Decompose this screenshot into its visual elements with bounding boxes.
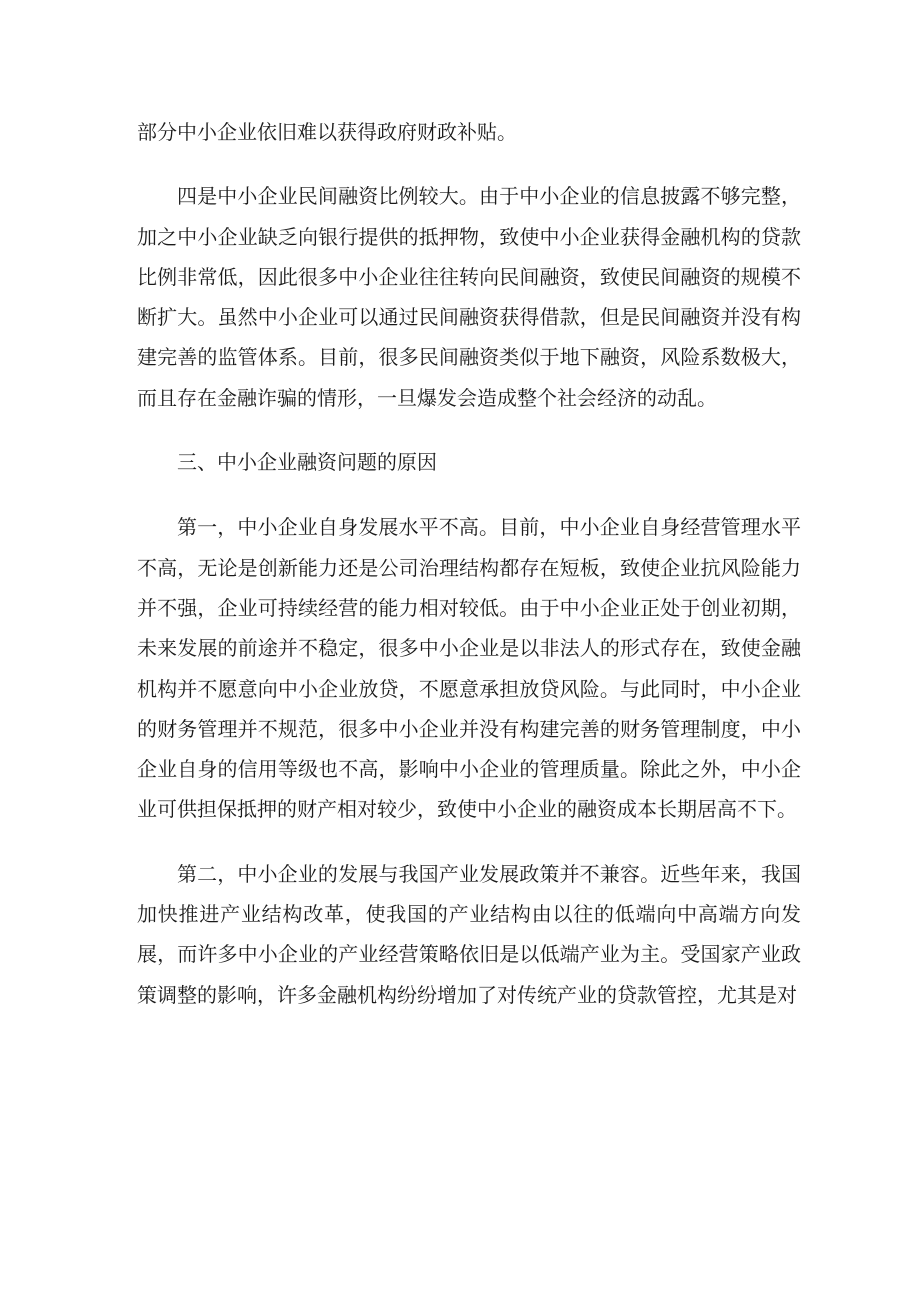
- paragraph-reason-second: 第二，中小企业的发展与我国产业发展政策并不兼容。近些年来，我国加快推进产业结构改革，使我国的产业结构由以往的低端向中高端方向发展，而许多中小企业的产业经营策略依旧是以低端产业为主。受国家产业政策调整的影响，许多金融机构纷纷增加了对传统产业的贷款管控，尤其是对: [137, 861, 801, 1007]
- paragraph-continuation: 部分中小企业依旧难以获得政府财政补贴。: [137, 120, 517, 144]
- section-heading: 三、中小企业融资问题的原因: [177, 450, 437, 475]
- paragraph-reason-first: 第一，中小企业自身发展水平不高。目前，中小企业自身经营管理水平不高，无论是创新能力还是公司治理结构都存在短板，致使企业抗风险能力并不强，企业可持续经营的能力相对较低。由于中小企业正处于创业初期，未来发展的前途并不稳定，很多中小企业是以非法人的形式存在，致使金融机构并不愿意向中小企业放贷，不愿意承担放贷风险。与此同时，中小企业的财务管理并不规范，很多中小企业并没有构建完善的财务管理制度，中小企业自身的信用等级也不高，影响中小企业的管理质量。除此之外，中小企业可供担保抵押的财产相对较少，致使中小企业的融资成本长期居高不下。: [137, 515, 801, 822]
- paragraph-private-financing: 四是中小企业民间融资比例较大。由于中小企业的信息披露不够完整，加之中小企业缺乏向银行提供的抵押物，致使中小企业获得金融机构的贷款比例非常低，因此很多中小企业往往转向民间融资，致使民间融资的规模不断扩大。虽然中小企业可以通过民间融资获得借款，但是民间融资并没有构建完善的监管体系。目前，很多民间融资类似于地下融资，风险系数极大，而且存在金融诈骗的情形，一旦爆发会造成整个社会经济的动乱。: [137, 184, 801, 410]
- document-body: [137, 112, 801, 1015]
